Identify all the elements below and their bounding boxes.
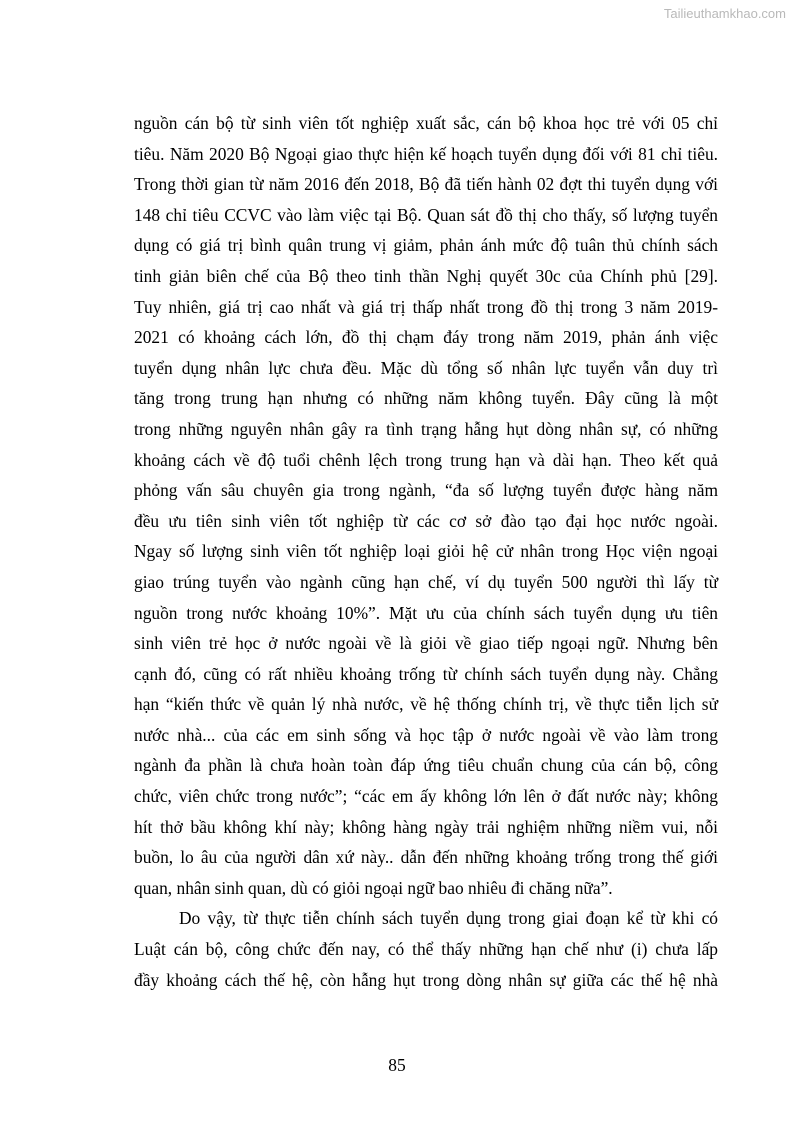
text-line: tiêu. Năm 2020 Bộ Ngoại giao thực hiện kế hoạch tuyển dụng đối với 81 chỉ tiêu. <box>134 143 718 164</box>
text-line: Tuy nhiên, giá trị cao nhất và giá trị thấp nhất trong đồ thị trong 3 năm 2019- <box>134 296 718 317</box>
page-body <box>134 112 718 999</box>
text-line: chức, viên chức trong nước”; “các em ấy không lớn lên ở đất nước này; không <box>134 786 718 807</box>
text-line: Luật cán bộ, công chức đến nay, có thể thấy những hạn chế như (i) chưa lấp <box>134 939 718 960</box>
text-line: tinh giản biên chế của Bộ theo tinh thần Nghị quyết 30c của Chính phủ [29]. <box>134 265 718 286</box>
watermark: Tailieuthamkhao.com <box>663 6 786 21</box>
text-line: hít thở bầu không khí này; không hàng ngày trải nghiệm những niềm vui, nỗi <box>134 816 718 837</box>
text-line: Do vậy, từ thực tiễn chính sách tuyển dụng trong giai đoạn kể từ khi có <box>179 908 718 929</box>
text-line: dụng có giá trị bình quân trung vị giảm, phản ánh mức độ tuân thủ chính sách <box>134 235 718 256</box>
text-line: Ngay số lượng sinh viên tốt nghiệp loại giỏi hệ cử nhân trong Học viện ngoại <box>134 541 718 562</box>
text-line: cạnh đó, cũng có rất nhiều khoảng trống từ chính sách tuyển dụng này. Chẳng <box>134 663 718 684</box>
text-line: phỏng vấn sâu chuyên gia trong ngành, “đa số lượng tuyển được hàng năm <box>134 480 718 501</box>
text-line: nước nhà... của các em sinh sống và học tập ở nước ngoài về vào làm trong <box>134 724 718 745</box>
text-line: sinh viên trẻ học ở nước ngoài về là giỏi về giao tiếp ngoại ngữ. Nhưng bên <box>134 633 718 654</box>
text-line: tuyển dụng nhân lực chưa đều. Mặc dù tổng số nhân lực tuyển vẫn duy trì <box>134 357 718 378</box>
text-line: đều ưu tiên sinh viên tốt nghiệp từ các cơ sở đào tạo đại học nước ngoài. <box>134 510 718 531</box>
text-line: ngành đa phần là chưa hoàn toàn đáp ứng tiêu chuẩn chung của cán bộ, công <box>134 755 718 776</box>
text-line: hạn “kiến thức về quản lý nhà nước, về hệ thống chính trị, về thực tiễn lịch sử <box>134 694 718 715</box>
text-line: nguồn cán bộ từ sinh viên tốt nghiệp xuất sắc, cán bộ khoa học trẻ với 05 chỉ <box>134 113 718 133</box>
text-line: buồn, lo âu của người dân xứ này.. dẫn đến những khoảng trống trong thế giới <box>134 847 718 868</box>
text-line: giao trúng tuyển vào ngành cũng hạn chế, ví dụ tuyển 500 người thì lấy từ <box>134 571 718 592</box>
text-line: 148 chỉ tiêu CCVC vào làm việc tại Bộ. Quan sát đồ thị cho thấy, số lượng tuyển <box>134 204 718 225</box>
text-line: nguồn trong nước khoảng 10%”. Mặt ưu của chính sách tuyển dụng ưu tiên <box>134 602 718 623</box>
text-line: đầy khoảng cách thế hệ, còn hẫng hụt trong dòng nhân sự giữa các thế hệ nhà <box>134 969 718 990</box>
text-line: khoảng cách về độ tuổi chênh lệch trong trung hạn và dài hạn. Theo kết quả <box>134 449 718 470</box>
text-line: 2021 có khoảng cách lớn, đồ thị chạm đáy trong năm 2019, phản ánh việc <box>134 327 718 348</box>
paragraph-1 <box>134 112 718 907</box>
text-line: Trong thời gian từ năm 2016 đến 2018, Bộ đã tiến hành 02 đợt thi tuyển dụng với <box>134 174 718 195</box>
text-line: quan, nhân sinh quan, dù có giỏi ngoại ngữ bao nhiêu đi chăng nữa”. <box>134 877 613 898</box>
text-line: trong những nguyên nhân gây ra tình trạng hẫng hụt dòng nhân sự, có những <box>134 418 718 439</box>
paragraph-2 <box>134 907 718 999</box>
page-number: 85 <box>388 1055 406 1075</box>
text-line: tăng trong trung hạn nhưng có những năm không tuyển. Đây cũng là một <box>134 388 718 409</box>
